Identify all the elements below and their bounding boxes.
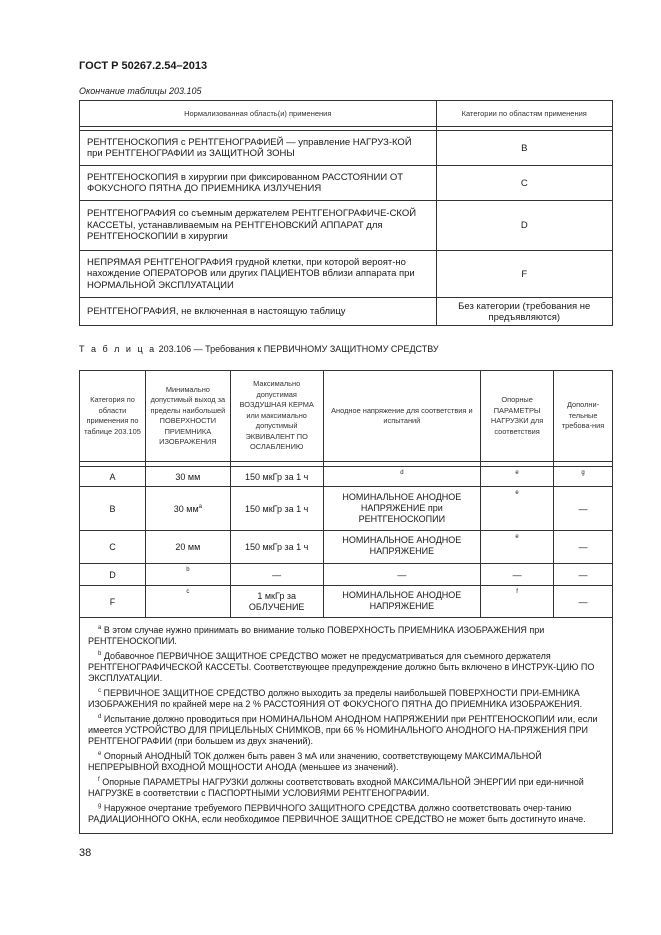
column-header: Категория по области применения по таблице 203.105 (80, 371, 146, 462)
footnotes-row (80, 618, 613, 834)
load-params-cell: e (481, 487, 554, 531)
min-extension-value: 30 мм (175, 471, 201, 482)
table-continuation-label: Окончание таблицы 203.105 (79, 86, 202, 96)
table-203-105 (79, 100, 613, 326)
max-kerma-cell: 150 мкГр за 1 ч (230, 531, 323, 564)
voltage-cell (323, 467, 480, 487)
standard-title: ГОСТ Р 50267.2.54–2013 (79, 60, 208, 72)
category-cell: D (436, 201, 613, 251)
area-cell: РЕНТГЕНОГРАФИЯ, не включенная в настоящую таблицу (80, 298, 437, 326)
voltage-cell: НОМИНАЛЬНОЕ АНОДНОЕ НАПРЯЖЕНИЕ (323, 586, 480, 618)
table-header-row (80, 101, 613, 127)
min-extension-value: 30 мм (173, 503, 199, 514)
footnote: $^e$ Опорный АНОДНЫЙ ТОК должен быть равен 3 мА или значению, соответствующему МАКСИМАЛЬНОЙ НЕПРЕРЫВНОЙ ВХОДНОЙ МОЩНОСТИ АНОДА (меньшее из значений). (88, 751, 542, 772)
load-params-cell: e (481, 531, 554, 564)
footnote: $^c$ ПЕРВИЧНОЕ ЗАЩИТНОЕ СРЕДСТВО должно выходить за пределы наибольшей ПОВЕРХНОСТИ ПРИ-ЕМНИКА ИЗОБРАЖЕНИЯ по крайней мере на 2 % РАССТОЯНИЯ ОТ ФОКУСНОГО ПЯТНА ДО ПРИЕМНИКА ИЗОБРАЖЕНИЯ. (88, 688, 583, 709)
category-cell: A (80, 467, 146, 487)
table-caption (79, 344, 439, 354)
voltage-footnote-mark: d (400, 470, 404, 476)
extra-req-cell: g (554, 467, 613, 487)
voltage-cell: НОМИНАЛЬНОЕ АНОДНОЕ НАПРЯЖЕНИЕ (323, 531, 480, 564)
voltage-cell: НОМИНАЛЬНОЕ АНОДНОЕ НАПРЯЖЕНИЕ при РЕНТГЕНОСКОПИИ (323, 487, 480, 531)
footnote-mark: c (186, 589, 190, 595)
footnote-mark: b (186, 567, 190, 573)
area-cell: РЕНТГЕНОГРАФИЯ со съемным держателем РЕНТГЕНОГРАФИЧЕ-СКОЙ КАССЕТЫ, устанавливаемым на РЕНТГЕНОВСКИЙ АППАРАТ для РЕНТГЕНОСКОПИИ в хирургии (80, 201, 437, 251)
category-cell: C (80, 531, 146, 564)
table-row (80, 531, 613, 564)
table-row (80, 131, 613, 166)
table-caption-text: 203.106 — Требования к ПЕРВИЧНОМУ ЗАЩИТНОМУ СРЕДСТВУ (158, 344, 439, 354)
category-cell: Без категории (требования не предъявляются) (436, 298, 613, 326)
load-params-cell: f (481, 586, 554, 618)
load-params-cell: e (481, 467, 554, 487)
footnote-mark: a (198, 503, 202, 510)
footnote: $^d$ Испытание должно проводиться при НОМИНАЛЬНОМ АНОДНОМ НАПРЯЖЕНИИ при РЕНТГЕНОСКОПИИ или, если имеется УСТРОЙСТВО ДЛЯ ПРИЦЕЛЬНЫХ СНИМКОВ, при 66 % НОМИНАЛЬНОГО АНОДНОГО НА-ПРЯЖЕНИЯ ПРИ РЕНТГЕНОГРАФИИ (при большем из двух значений). (88, 714, 598, 746)
table-header-row (80, 371, 613, 462)
table-203-106 (79, 370, 613, 834)
extra-req-cell: — (554, 531, 613, 564)
table-row (80, 586, 613, 618)
page-number: 38 (79, 847, 92, 859)
category-cell: F (80, 586, 146, 618)
column-header: Нормализованная область(и) применения (80, 101, 437, 127)
footnote: $^g$ Наружное очертание требуемого ПЕРВИЧНОГО ЗАЩИТНОГО СРЕДСТВА должно соответствовать очер-танию РАДИАЦИОННОГО ОКНА, если необходимое ПЕРВИЧНОЕ ЗАЩИТНОЕ СРЕДСТВО не может быть достигнуто иначе. (88, 803, 586, 824)
category-cell: D (80, 564, 146, 586)
extra-req-cell: — (554, 564, 613, 586)
area-cell: РЕНТГЕНОСКОПИЯ с РЕНТГЕНОГРАФИЕЙ — управление НАГРУЗ-КОЙ при РЕНТГЕНОГРАФИИ из ЗАЩИТНОЙ ЗОНЫ (80, 131, 437, 166)
footnote: $^a$ В этом случае нужно принимать во внимание только ПОВЕРХНОСТЬ ПРИЕМНИКА ИЗОБРАЖЕНИЯ при РЕНТГЕНОСКОПИИ. (88, 625, 545, 646)
table-row (80, 467, 613, 487)
table-row (80, 251, 613, 298)
max-kerma-cell: 1 мкГр за ОБЛУЧЕНИЕ (230, 586, 323, 618)
category-cell: C (436, 166, 613, 201)
footnote: $^f$ Опорные ПАРАМЕТРЫ НАГРУЗКИ должны соответствовать входной МАКСИМАЛЬНОЙ ЭНЕРГИИ при еди-ничной НАГРУЗКЕ в соответствии с ПАСПОРТНЫМИ УСЛОВИЯМИ РЕНТГЕНОГРАФИИ. (88, 777, 584, 798)
table-row (80, 298, 613, 326)
min-extension-value: 20 мм (175, 542, 201, 552)
column-header: Максимально допустимая ВОЗДУШНАЯ КЕРМА или максимально допустимый ЭКВИВАЛЕНТ ПО ОСЛАБЛЕНИЮ (230, 371, 323, 462)
column-header: Категории по областям применения (436, 101, 613, 127)
max-kerma-cell: — (230, 564, 323, 586)
area-cell: РЕНТГЕНОСКОПИЯ в хирургии при фиксированном РАССТОЯНИИ ОТ ФОКУСНОГО ПЯТНА ДО ПРИЕМНИКА ИЗЛУЧЕНИЯ (80, 166, 437, 201)
category-cell: F (436, 251, 613, 298)
table-caption-prefix: Т а б л и ц а (79, 344, 157, 354)
column-header: Минимально допустимый выход за пределы наибольшей ПОВЕРХНОСТИ ПРИЕМНИКА ИЗОБРАЖЕНИЯ (146, 371, 231, 462)
table-row (80, 201, 613, 251)
min-extension-cell (146, 487, 231, 531)
extra-req-cell: — (554, 586, 613, 618)
column-header: Опорные ПАРАМЕТРЫ НАГРУЗКИ для соответствия (481, 371, 554, 462)
table-row (80, 166, 613, 201)
table-row (80, 487, 613, 531)
table-row (80, 564, 613, 586)
min-extension-cell (146, 467, 231, 487)
footnotes-cell (80, 618, 613, 834)
load-params-cell: — (481, 564, 554, 586)
min-extension-cell (146, 564, 231, 586)
category-cell: B (80, 487, 146, 531)
column-header: Дополни-тельные требова-ния (554, 371, 613, 462)
category-cell: B (436, 131, 613, 166)
extra-req-cell: — (554, 487, 613, 531)
max-kerma-cell: 150 мкГр за 1 ч (230, 467, 323, 487)
column-header: Анодное напряжение для соответствия и испытаний (323, 371, 480, 462)
voltage-cell: — (323, 564, 480, 586)
footnote: $^b$ Добавочное ПЕРВИЧНОЕ ЗАЩИТНОЕ СРЕДСТВО может не предусматриваться для съемного держателя РЕНТГЕНОГРАФИЧЕСКОЙ КАССЕТЫ. Соответствующее предупреждение должно быть включено в ИНСТРУК-ЦИЮ ПО ЭКСПЛУАТАЦИИ. (88, 651, 595, 683)
area-cell: НЕПРЯМАЯ РЕНТГЕНОГРАФИЯ грудной клетки, при которой вероят-но нахождение ОПЕРАТОРОВ или других ПАЦИЕНТОВ вблизи аппарата при НОРМАЛЬНОЙ ЭКСПЛУАТАЦИИ (80, 251, 437, 298)
min-extension-cell (146, 586, 231, 618)
max-kerma-cell: 150 мкГр за 1 ч (230, 487, 323, 531)
min-extension-cell (146, 531, 231, 564)
